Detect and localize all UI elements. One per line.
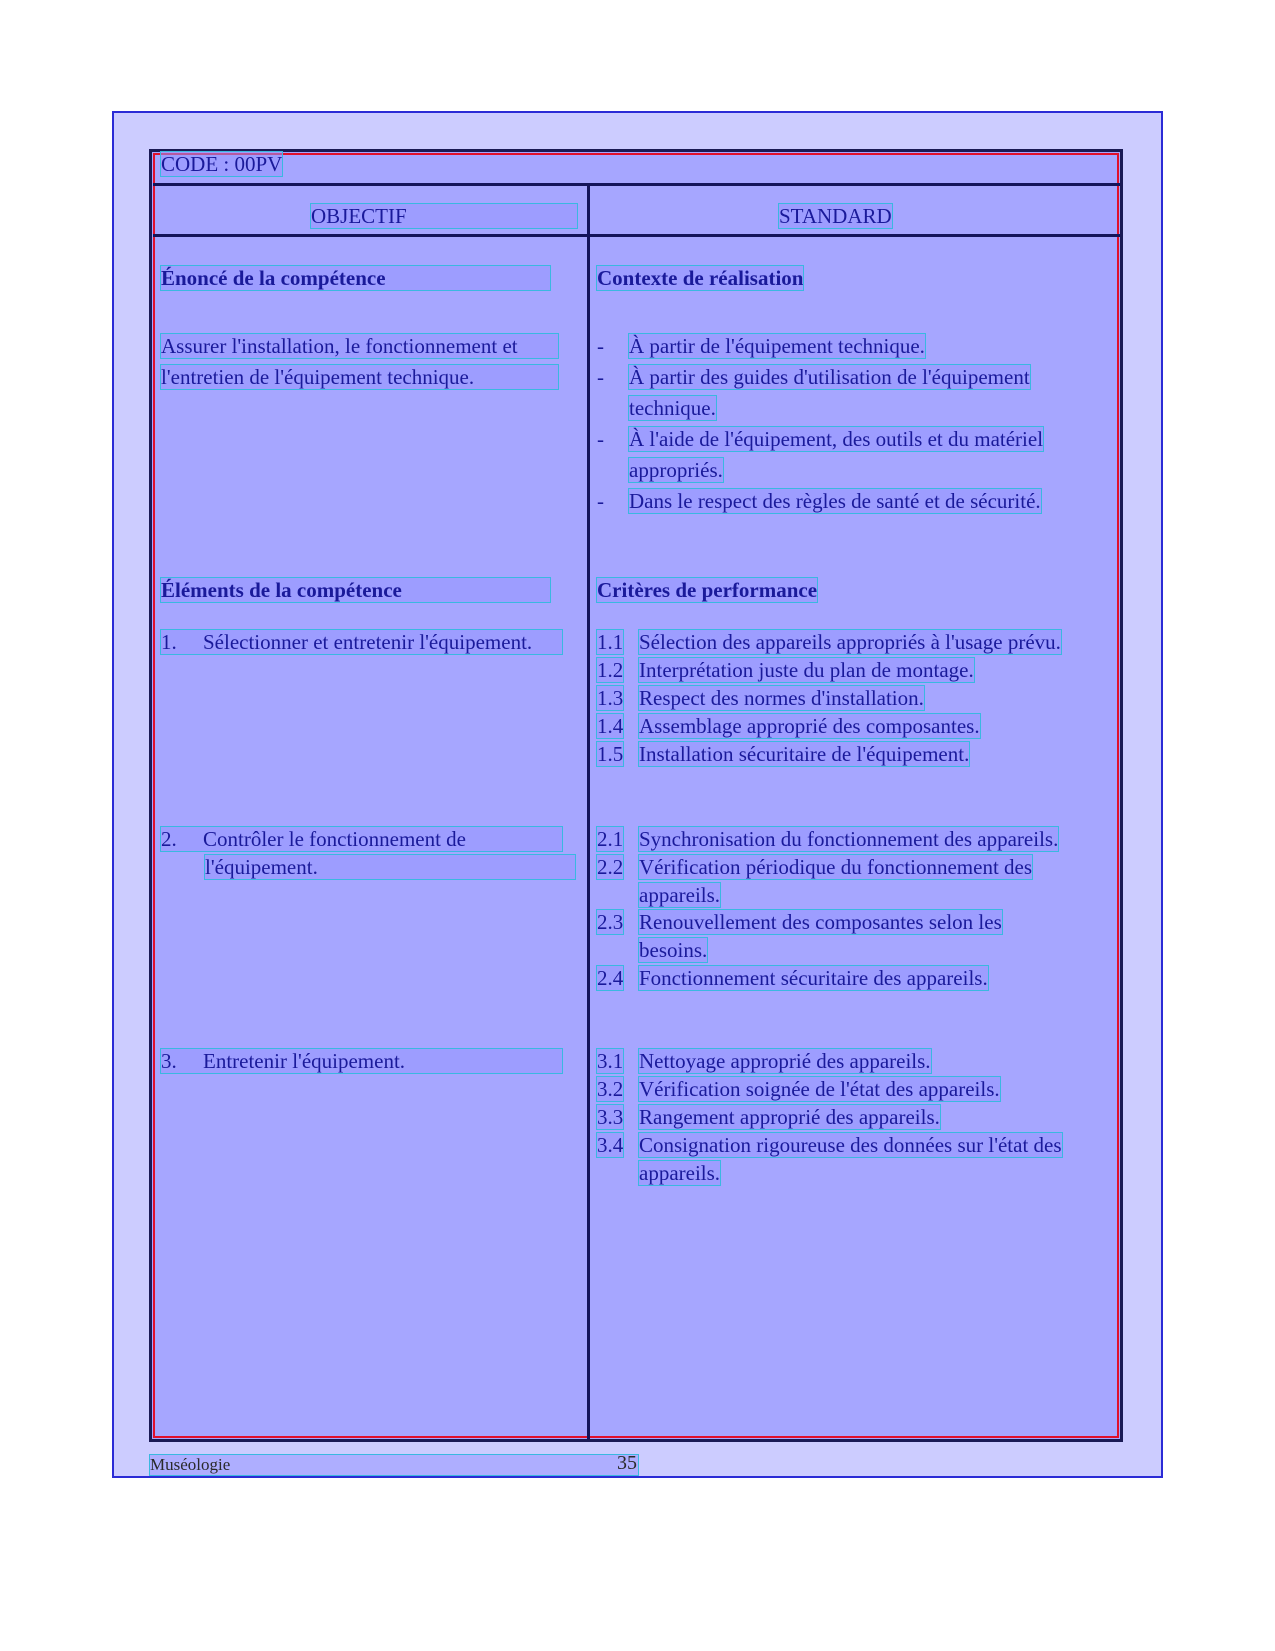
contexte-text: Dans le respect des règles de santé et de sécurité.	[629, 489, 1041, 513]
critere-number: 1.4	[597, 714, 624, 738]
critere-text: appareils.	[639, 883, 721, 907]
critere-number: 3.4	[597, 1133, 624, 1157]
contexte-text: À partir de l'équipement technique.	[629, 334, 925, 358]
header-rule-top	[153, 183, 1120, 186]
criteres-title: Critères de performance	[597, 578, 818, 602]
element-text: Sélectionner et entretenir l'équipement.	[203, 630, 533, 654]
critere-number: 2.1	[597, 827, 624, 851]
header-objectif: OBJECTIF	[311, 204, 577, 228]
critere-number: 1.3	[597, 686, 624, 710]
bullet-mark: -	[597, 489, 604, 513]
element-text: Contrôler le fonctionnement de	[203, 827, 467, 851]
critere-text: Renouvellement des composantes selon les	[639, 910, 1002, 934]
enonce-line-2: l'entretien de l'équipement technique.	[161, 365, 558, 389]
critere-text: Assemblage approprié des composantes.	[639, 714, 980, 738]
critere-text: Vérification périodique du fonctionnement des	[639, 855, 1033, 879]
critere-text: Vérification soignée de l'état des appareils.	[639, 1077, 1000, 1101]
element-number: 2.	[161, 827, 562, 851]
critere-number: 3.1	[597, 1049, 624, 1073]
element-number: 1.	[161, 630, 562, 654]
critere-number: 3.3	[597, 1105, 624, 1129]
critere-text: besoins.	[639, 938, 708, 962]
critere-number: 2.3	[597, 910, 624, 934]
enonce-title: Énoncé de la compétence	[161, 266, 550, 290]
critere-number: 1.2	[597, 658, 624, 682]
critere-number: 1.5	[597, 742, 624, 766]
critere-text: Synchronisation du fonctionnement des appareils.	[639, 827, 1059, 851]
contexte-text: À partir des guides d'utilisation de l'équipement	[629, 365, 1030, 389]
element-text: l'équipement.	[205, 855, 575, 879]
contexte-text: appropriés.	[629, 458, 723, 482]
contexte-text: technique.	[629, 396, 716, 420]
code-label: CODE : 00PV	[161, 152, 283, 176]
critere-number: 1.1	[597, 630, 624, 654]
header-rule-bottom	[153, 234, 1120, 237]
bullet-mark: -	[597, 365, 604, 389]
element-text: Entretenir l'équipement.	[203, 1049, 406, 1073]
contexte-title: Contexte de réalisation	[597, 266, 804, 290]
element-number: 3.	[161, 1049, 562, 1073]
critere-text: Sélection des appareils appropriés à l'usage prévu.	[639, 630, 1061, 654]
critere-number: 2.2	[597, 855, 624, 879]
footer-page-number: 35	[617, 1452, 637, 1474]
critere-text: Fonctionnement sécuritaire des appareils.	[639, 966, 988, 990]
enonce-line-1: Assurer l'installation, le fonctionnement et	[161, 334, 558, 358]
critere-text: Nettoyage approprié des appareils.	[639, 1049, 931, 1073]
bullet-mark: -	[597, 427, 604, 451]
critere-text: appareils.	[639, 1161, 721, 1185]
critere-text: Rangement approprié des appareils.	[639, 1105, 940, 1129]
critere-number: 3.2	[597, 1077, 624, 1101]
critere-text: Respect des normes d'installation.	[639, 686, 924, 710]
elements-title: Éléments de la compétence	[161, 578, 550, 602]
bullet-mark: -	[597, 334, 604, 358]
critere-text: Installation sécuritaire de l'équipement.	[639, 742, 970, 766]
footer-program: Muséologie	[150, 1455, 638, 1475]
contexte-text: À l'aide de l'équipement, des outils et du matériel	[629, 427, 1044, 451]
critere-text: Consignation rigoureuse des données sur l'état des	[639, 1133, 1062, 1157]
critere-number: 2.4	[597, 966, 624, 990]
header-standard: STANDARD	[779, 204, 892, 228]
critere-text: Interprétation juste du plan de montage.	[639, 658, 974, 682]
column-divider	[587, 186, 590, 1439]
